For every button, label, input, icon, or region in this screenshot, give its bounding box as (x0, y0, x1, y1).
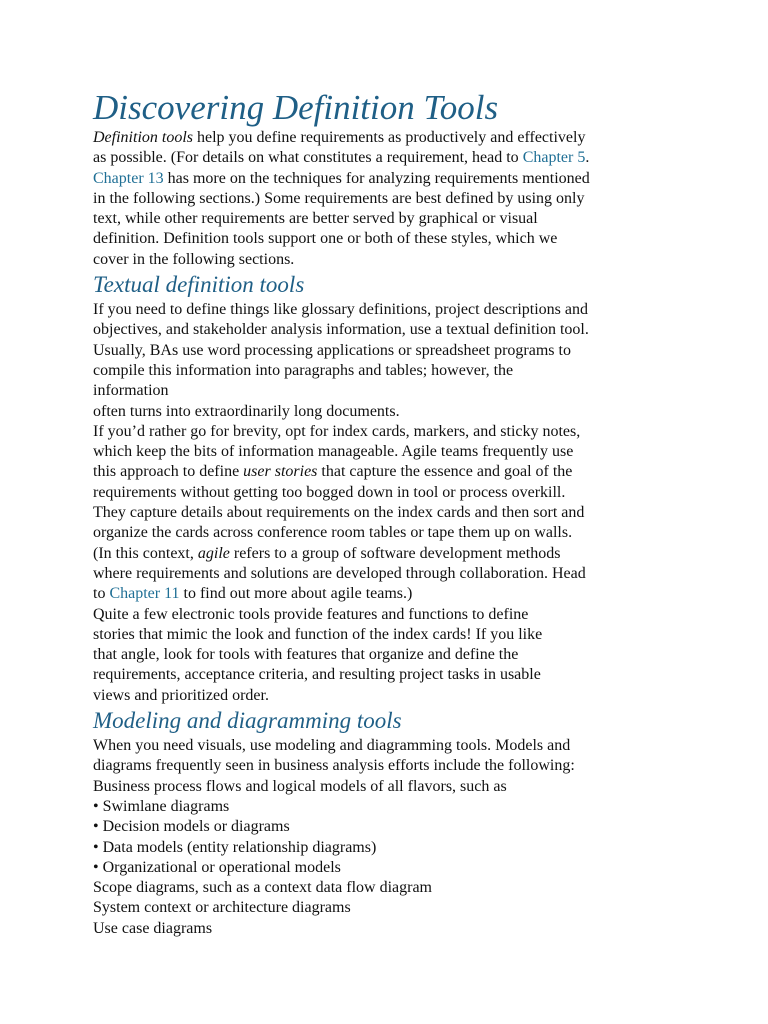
chapter-5-link[interactable]: Chapter 5 (522, 149, 586, 167)
intro-paragraph (93, 128, 713, 270)
list-item: • Organizational or operational models (93, 858, 341, 876)
intro-line-7: cover in the following sections. (93, 250, 295, 268)
list-item: System context or architecture diagrams (93, 899, 351, 917)
textual-paragraph-3: Quite a few electronic tools provide features and functions to define stories that mimic the look and function of the index cards! If you like that angle, look for tools with features that organize and define the requirements, acceptance criteria, and resulting project tasks in usable views and prioritized order. (93, 605, 543, 704)
agile-term: agile (197, 544, 230, 562)
page-title: Discovering Definition Tools (93, 88, 499, 127)
modeling-tail-list (93, 878, 713, 939)
chapter-11-link[interactable]: Chapter 11 (109, 585, 180, 603)
list-item: Scope diagrams, such as a context data flow diagram (93, 879, 432, 897)
section-heading-textual: Textual definition tools (93, 272, 305, 298)
list-item: • Decision models or diagrams (93, 818, 290, 836)
textual-paragraph-1: If you need to define things like glossary definitions, project descriptions and objectives, and stakeholder analysis information, use a textual definition tool. Usually, BAs use word processing applications or spreadsheet programs to compile this information into paragraphs and tables; however, the information often turns into extraordinarily long documents. (93, 301, 589, 420)
document-page (93, 88, 713, 939)
list-item: Use case diagrams (93, 919, 213, 937)
intro-line-4: in the following sections.) Some requirements are best defined by using only (93, 189, 585, 207)
intro-line-5: text, while other requirements are better served by graphical or visual (93, 210, 538, 228)
intro-line-2: as possible. (For details on what constitutes a requirement, head to Chapter 5. (93, 149, 590, 167)
list-item: • Data models (entity relationship diagrams) (93, 838, 377, 856)
modeling-bullet-list (93, 797, 713, 878)
intro-line-3: Chapter 13 has more on the techniques for analyzing requirements mentioned (93, 169, 590, 187)
intro-line-6: definition. Definition tools support one or both of these styles, which we (93, 230, 558, 248)
modeling-paragraph-1: When you need visuals, use modeling and diagramming tools. Models and diagrams frequently seen in business analysis efforts include the following: Business process flows and logical models of all flavors, such as (93, 737, 575, 795)
intro-line-1: Definition tools help you define requirements as productively and effectively (93, 129, 586, 146)
textual-paragraph-2: If you’d rather go for brevity, opt for index cards, markers, and sticky notes, which keep the bits of information manageable. Agile teams frequently use this approach to define user stories that capture the essence and goal of the requirements without getting too bogged down in tool or process overkill. They capture details about requirements on the index cards and then sort and organize the cards across conference room tables or tape them up on walls. (In this context, agile refers to a group of software development methods where requirements and solutions are developed through collaboration. Head to Chapter 11 to find out more about agile teams.) (93, 422, 586, 603)
user-stories-term: user stories (243, 463, 318, 481)
list-item: • Swimlane diagrams (93, 797, 230, 815)
chapter-13-link[interactable]: Chapter 13 (93, 169, 164, 187)
definition-tools-term: Definition tools (93, 129, 193, 146)
section-heading-modeling: Modeling and diagramming tools (93, 708, 402, 734)
